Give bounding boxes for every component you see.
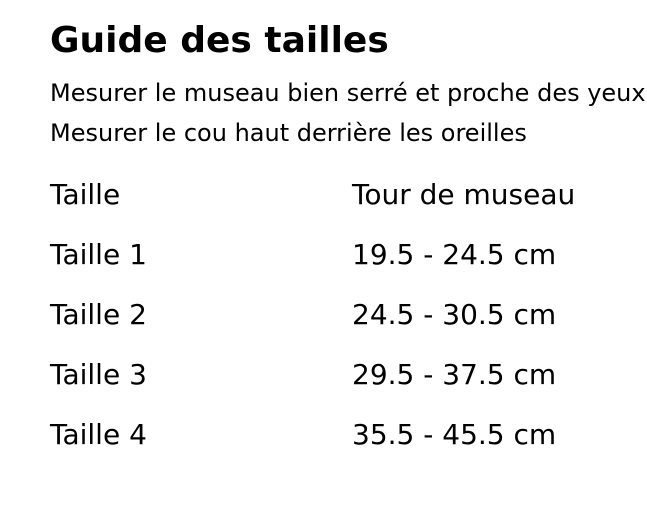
table-header-row [0, 178, 647, 212]
size-label: Taille 1 [50, 238, 147, 271]
measure-range: 35.5 - 45.5 cm [352, 418, 557, 451]
measure-range: 24.5 - 30.5 cm [352, 298, 557, 331]
table-row [0, 358, 647, 392]
table-row [0, 418, 647, 452]
size-label: Taille 4 [50, 418, 147, 451]
column-header-muzzle-measure: Tour de museau [352, 178, 576, 211]
instruction-muzzle: Mesurer le museau bien serré et proche des yeux [50, 79, 646, 107]
measure-range: 29.5 - 37.5 cm [352, 358, 557, 391]
table-row [0, 298, 647, 332]
instruction-neck: Mesurer le cou haut derrière les oreilles [50, 119, 527, 147]
table-row [0, 238, 647, 272]
page-title: Guide des tailles [50, 20, 389, 61]
size-label: Taille 3 [50, 358, 147, 391]
measure-range: 19.5 - 24.5 cm [352, 238, 557, 271]
size-label: Taille 2 [50, 298, 147, 331]
column-header-size: Taille [50, 178, 121, 211]
